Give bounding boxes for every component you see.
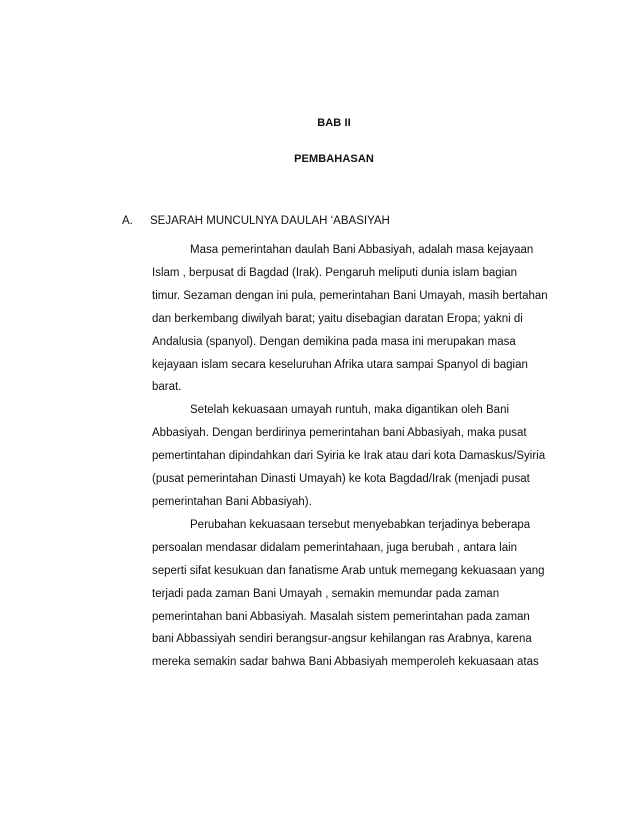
chapter-number: BAB II [317,117,351,129]
paragraph [152,399,564,514]
section-title: SEJARAH MUNCULNYA DAULAH ‘ABASIYAH [150,215,390,227]
text-line: Perubahan kekuasaan tersebut menyebabkan terjadinya beberapa [190,518,531,531]
text-line: pemerintahan bani Abbasiyah. Masalah sistem pemerintahan pada zaman [152,610,530,623]
text-line: mereka semakin sadar bahwa Bani Abbasiyah memperoleh kekuasaan atas [152,656,539,669]
text-line: seperti sifat kesukuan dan fanatisme Arab untuk memegang kekuasaan yang [152,564,545,577]
paragraph [152,514,564,674]
text-line: Masa pemerintahan daulah Bani Abbasiyah, adalah masa kejayaan [190,244,534,256]
text-line: Setelah kekuasaan umayah runtuh, maka digantikan oleh Bani [190,404,510,417]
text-line: timur. Sezaman dengan ini pula, pemerintahan Bani Umayah, masih bertahan [152,289,548,302]
text-line: terjadi pada zaman Bani Umayah , semakin memundar pada zaman [152,587,500,600]
text-line: (pusat pemerintahan Dinasti Umayah) ke kota Bagdad/Irak (menjadi pusat [152,473,530,486]
chapter-title: PEMBAHASAN [294,153,374,165]
section-marker: A. [122,215,133,227]
text-line: Islam , berpusat di Bagdad (Irak). Pengaruh meliputi dunia islam bagian [152,266,518,279]
text-line: pemerintahan Bani Abbasiyah). [152,495,312,508]
text-line: bani Abbassiyah sendiri berangsur-angsur kehilangan ras Arabnya, karena [152,633,532,646]
text-line: kejayaan islam secara keseluruhan Afrika utara sampai Spanyol di bagian [152,358,528,371]
text-line: Andalusia (spanyol). Dengan demikina pada masa ini merupakan masa [152,335,516,348]
paragraph [152,239,564,399]
text-line: barat. [152,381,182,394]
body-text [152,239,564,674]
text-line: persoalan mendasar didalam pemerintahaan, juga berubah , antara lain [152,541,518,554]
text-line: pemertintahan dipindahkan dari Syiria ke Irak atau dari kota Damaskus/Syiria [152,450,546,463]
text-line: Abbasiyah. Dengan berdirinya pemerintahan bani Abbasiyah, maka pusat [152,427,527,440]
section-heading [122,215,390,227]
text-line: dan berkembang diwilyah barat; yaitu disebagian daratan Eropa; yakni di [152,312,523,325]
